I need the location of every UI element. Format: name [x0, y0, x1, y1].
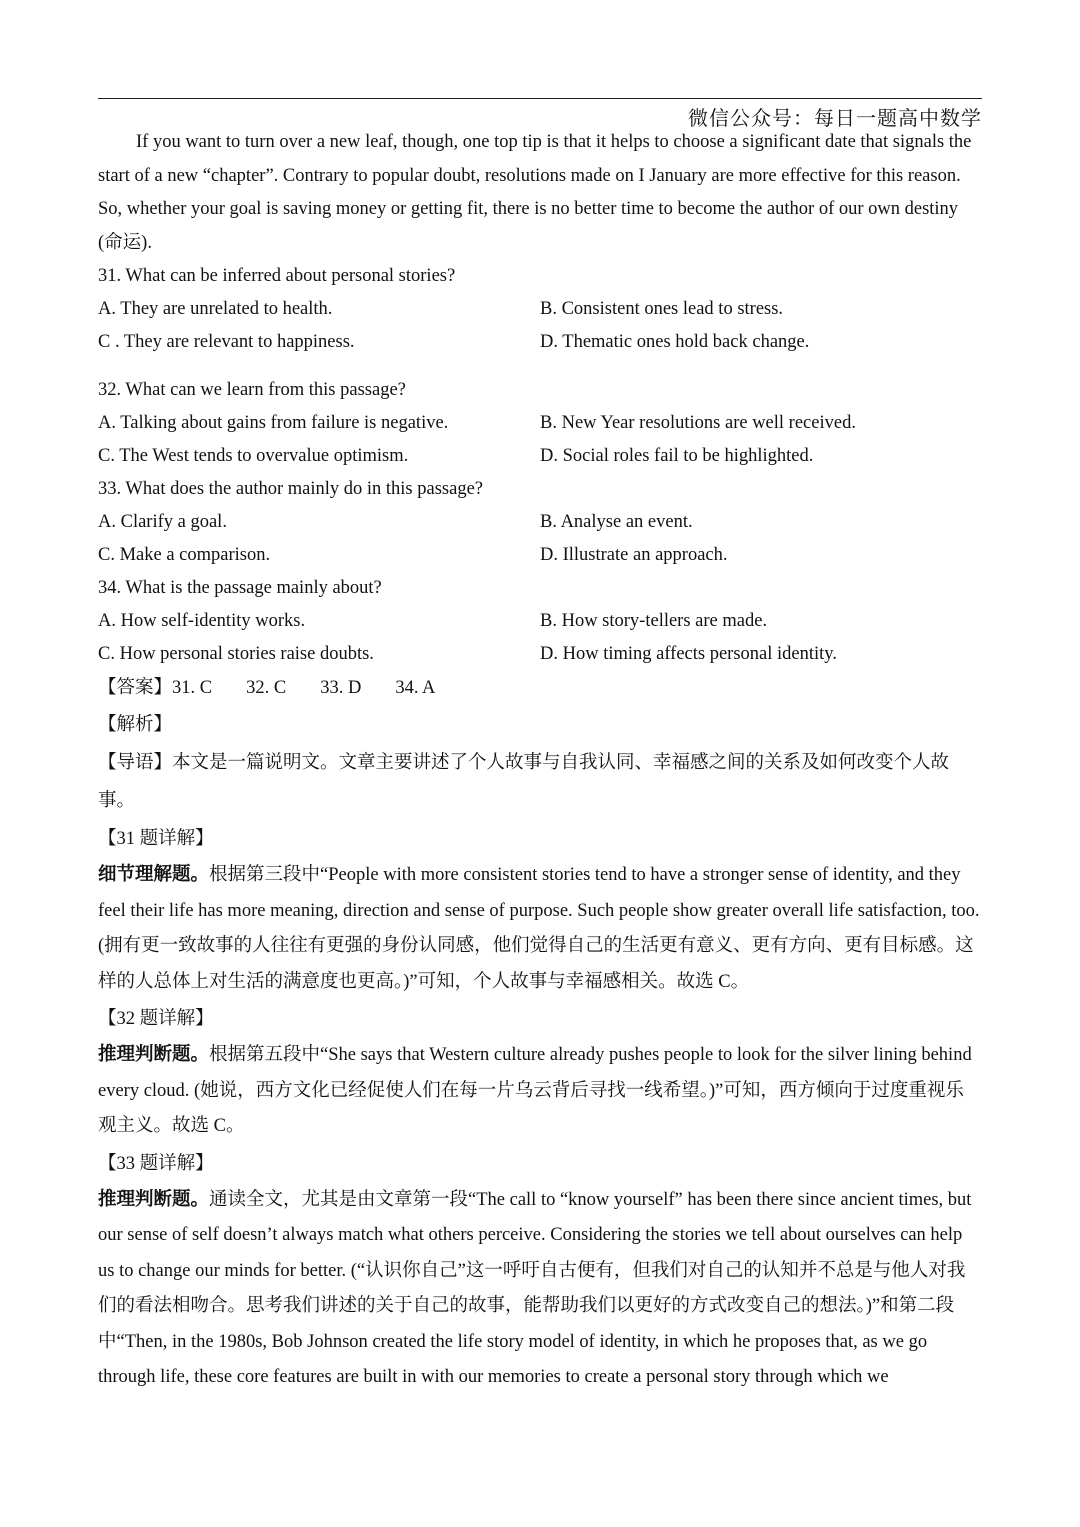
document-body — [98, 126, 982, 1396]
passage-paragraph: If you want to turn over a new leaf, though, one top tip is that it helps to choose a significant date that signals the start of a new “chapter”. Contrary to popular doubt, resolutions made on I January are more effective for this reason. So, whether your goal is saving money or getting fit, there is no better time to become the author of our own destiny (命运). — [98, 132, 972, 253]
answer-label: 【答案】 — [98, 678, 173, 698]
intro-label: 【导语】 — [98, 753, 173, 773]
question-33-option-a: A. Clarify a goal. — [98, 512, 227, 532]
detail-31-heading: 【31 题详解】 — [98, 829, 214, 849]
answer-34: 34. A — [395, 678, 436, 698]
analysis-label: 【解析】 — [98, 715, 173, 735]
question-34-stem: 34. What is the passage mainly about? — [98, 578, 382, 598]
question-33-options-row-2 — [98, 539, 982, 572]
question-34-options-row-2 — [98, 638, 982, 671]
detail-32-text: 根据第五段中“She says that Western culture already pushes people to look for the silver lining behind every cloud. (她说，西方文化已经促使人们在每一片乌云背后寻找一线希望。)”可知，西方倾向于过度重视乐观主义。故选 C。 — [98, 1045, 972, 1136]
question-34-option-a: A. How self-identity works. — [98, 611, 306, 631]
detail-33-body — [98, 1183, 982, 1396]
detail-33-type: 推理判断题。 — [98, 1189, 210, 1210]
question-32-option-c: C. The West tends to overvalue optimism. — [98, 446, 409, 466]
question-33-options-row-1 — [98, 506, 982, 539]
question-32-option-b: B. New Year resolutions are well received. — [540, 413, 856, 433]
answer-key — [98, 671, 982, 706]
question-31-option-c: C . They are relevant to happiness. — [98, 332, 355, 352]
question-32-options-row-1 — [98, 407, 982, 440]
answer-32: 32. C — [246, 678, 287, 698]
detail-32-type: 推理判断题。 — [98, 1045, 210, 1065]
question-33-stem: 33. What does the author mainly do in this passage? — [98, 479, 483, 499]
detail-33-heading: 【33 题详解】 — [98, 1153, 214, 1174]
question-34-options-row-1 — [98, 605, 982, 638]
question-32-stem: 32. What can we learn from this passage? — [98, 380, 406, 400]
detail-33-text: 通读全文，尤其是由文章第一段“The call to “know yourself” has been there since ancient times, but our sense of self doesn’t always match what others perceive. Considering the stories we tell about ourselves can help us to change our minds for better. (“认识你自己”这一呼吁自古便有，但我们对自己的认知并不总是与他人对我们的看法相吻合。思考我们讲述的关于自己的故事，能帮助我们以更好的方式改变自己的想法。)”和第二段中“Then, in the 1980s, Bob Johnson created the life story model of identity, in which he proposes that, as we go through life, these core features are built in with our memories to create a personal story through which we — [98, 1189, 972, 1387]
intro-text: 本文是一篇说明文。文章主要讲述了个人故事与自我认同、幸福感之间的关系及如何改变个人故事。 — [98, 753, 950, 811]
question-31-options-row-1 — [98, 293, 982, 326]
question-31-options-row-2 — [98, 326, 982, 359]
answer-31: 31. C — [172, 678, 213, 698]
question-33-option-d: D. Illustrate an approach. — [540, 545, 728, 565]
question-31-option-a: A. They are unrelated to health. — [98, 299, 333, 319]
question-32-options-row-2 — [98, 440, 982, 473]
question-33-option-c: C. Make a comparison. — [98, 545, 271, 565]
detail-32-body — [98, 1038, 982, 1145]
question-31-option-b: B. Consistent ones lead to stress. — [540, 299, 784, 319]
question-33-option-b: B. Analyse an event. — [540, 512, 693, 532]
question-31-stem: 31. What can be inferred about personal stories? — [98, 266, 456, 286]
question-31-option-d: D. Thematic ones hold back change. — [540, 332, 810, 352]
detail-32-heading: 【32 题详解】 — [98, 1009, 214, 1029]
question-34-option-c: C. How personal stories raise doubts. — [98, 644, 374, 664]
question-32-option-d: D. Social roles fail to be highlighted. — [540, 446, 814, 466]
question-34-option-b: B. How story-tellers are made. — [540, 611, 768, 631]
header-watermark: 微信公众号：每日一题高中数学 — [688, 106, 982, 130]
analysis-intro — [98, 744, 982, 820]
detail-31-body — [98, 858, 982, 1000]
detail-31-text: 根据第三段中“People with more consistent stories tend to have a stronger sense of identity, and they feel their life has more meaning, direction and sense of purpose. Such people show greater overall life satisfaction, too. (拥有更一致故事的人往往有更强的身份认同感，他们觉得自己的生活更有意义、更有方向、更有目标感。这样的人总体上对生活的满意度也更高。)”可知，个人故事与幸福感相关。故选 C。 — [98, 865, 980, 992]
detail-31-type: 细节理解题。 — [98, 865, 210, 885]
question-34-option-d: D. How timing affects personal identity. — [540, 644, 837, 664]
question-32-option-a: A. Talking about gains from failure is negative. — [98, 413, 449, 433]
answer-33: 33. D — [320, 678, 362, 698]
header-rule — [98, 98, 982, 99]
